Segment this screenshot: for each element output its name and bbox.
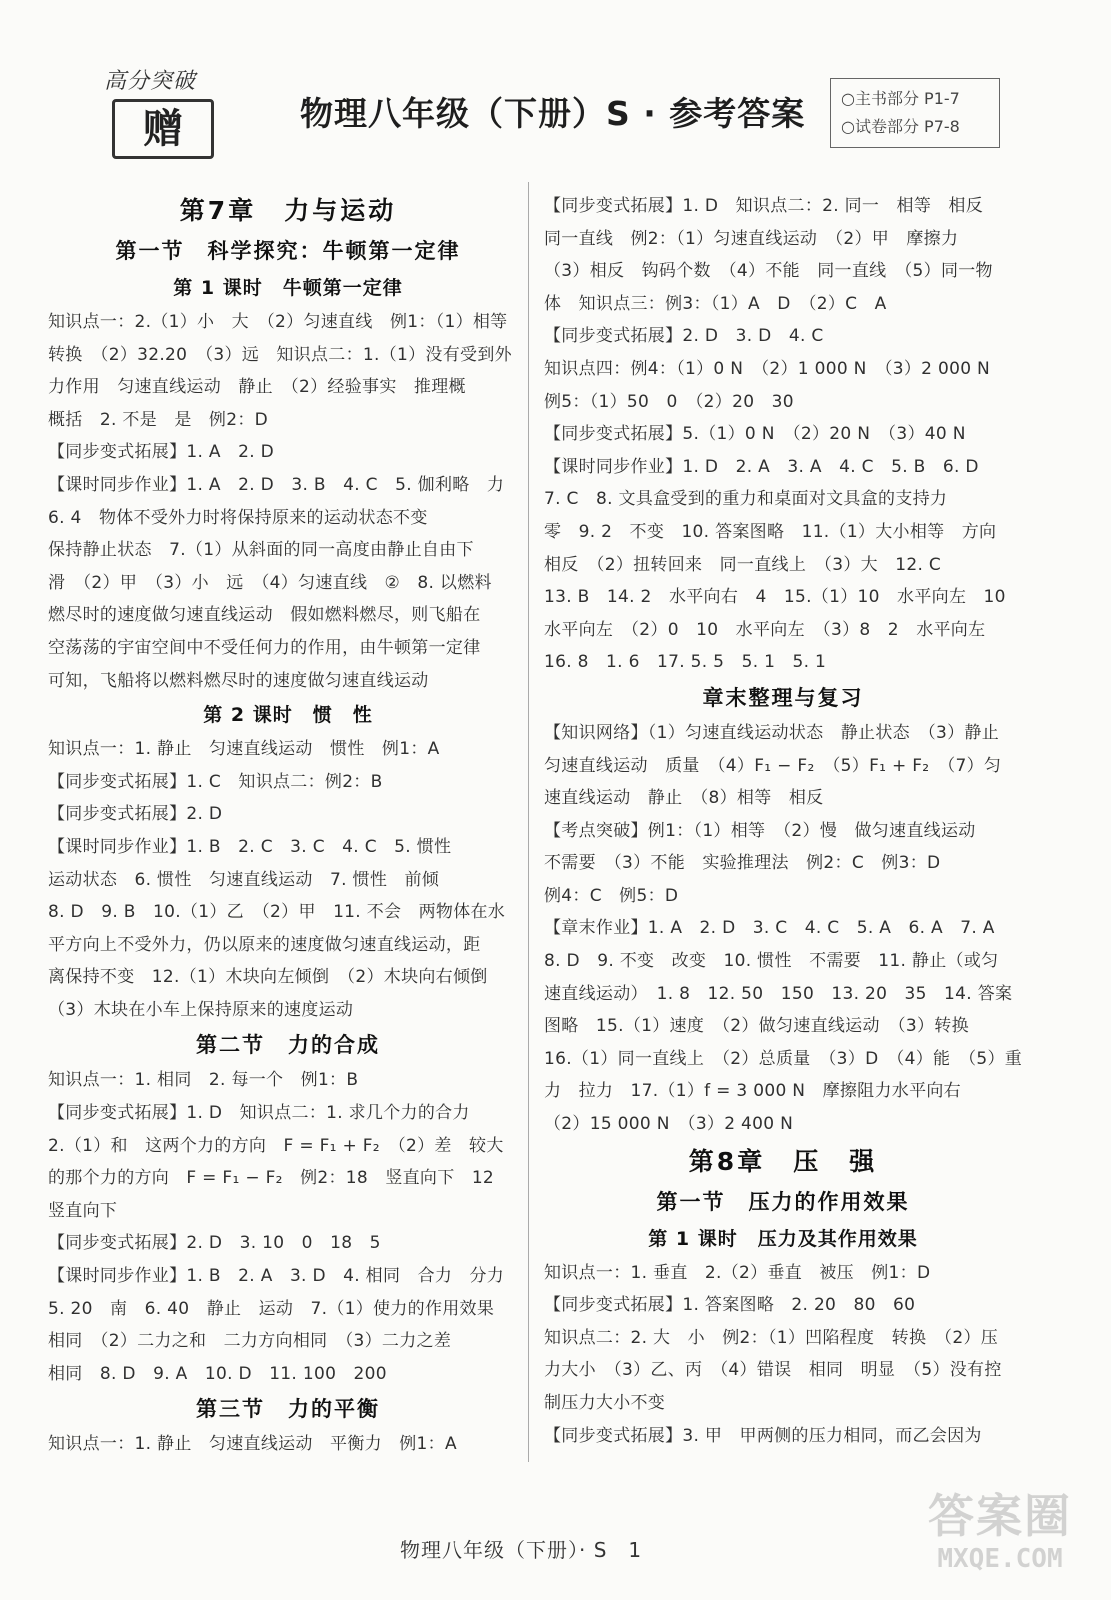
answer-line: （3）相反 钩码个数 （4）不能 同一直线 （5）同一物 — [544, 261, 993, 282]
answer-line: 【同步变式拓展】1. D 知识点二：2. 同一 相等 相反 — [544, 196, 984, 216]
answer-line: 运动状态 6. 惯性 匀速直线运动 7. 惯性 前倾 — [48, 869, 440, 890]
section-heading: 第8章 压 强 — [688, 1146, 878, 1176]
answer-line: 不需要 （3）不能 实验推理法 例2：C 例3：D — [544, 853, 941, 874]
answer-line: 【同步变式拓展】1. C 知识点二：例2：B — [48, 771, 383, 792]
answer-line: 同一直线 例2：（1）匀速直线运动 （2）甲 摩擦力 — [544, 228, 959, 249]
answer-line: 2.（1）和 这两个力的方向 F = F₁ + F₂ （2）差 较大 — [48, 1135, 504, 1156]
answer-line: 【同步变式拓展】3. 甲 甲两侧的压力相同，而乙会因为 — [544, 1425, 982, 1446]
answer-line: 7. C 8. 文具盒受到的重力和桌面对文具盒的支持力 — [544, 489, 948, 510]
answer-line: 制压力大小不变 — [544, 1393, 666, 1413]
answer-line: 速直线运动） 1. 8 12. 50 150 13. 20 35 14. 答案 — [544, 983, 1013, 1004]
answer-line: （3）木块在小车上保持原来的速度运动 — [48, 999, 354, 1020]
answer-line: 【课时同步作业】1. B 2. C 3. C 4. C 5. 惯性 — [48, 836, 452, 857]
site-watermark — [910, 1488, 1090, 1588]
answer-line: 体 知识点三：例3：（1）A D （2）C A — [544, 293, 887, 314]
watermark-logo: 答案圈 — [928, 1489, 1072, 1543]
answer-line: 力 拉力 17.（1）f = 3 000 N 摩擦阻力水平向右 — [544, 1081, 961, 1102]
answer-line: 13. B 14. 2 水平向右 4 15.（1）10 水平向左 10 — [544, 587, 1006, 608]
answer-line: 【同步变式拓展】2. D 3. 10 0 18 5 — [48, 1233, 381, 1254]
section-heading: 第 1 课时 牛顿第一定律 — [173, 277, 403, 299]
answer-line: 【知识网络】（1）匀速直线运动状态 静止状态 （3）静止 — [544, 722, 1000, 743]
answer-line: 【章末作业】1. A 2. D 3. C 4. C 5. A 6. A 7. A — [544, 918, 995, 939]
answer-line: 图略 15.（1）速度 （2）做匀速直线运动 （3）转换 — [544, 1016, 969, 1037]
answer-line: 相反 （2）扭转回来 同一直线上 （3）大 12. C — [544, 554, 942, 575]
section-heading: 第一节 压力的作用效果 — [656, 1189, 910, 1214]
answer-line: 例4：C 例5：D — [544, 885, 679, 906]
answer-line: 相同 （2）二力之和 二力方向相同 （3）二力之差 — [48, 1331, 452, 1352]
answer-line: 的那个力的方向 F = F₁ − F₂ 例2：18 竖直向下 12 — [48, 1168, 495, 1189]
section-heading: 章末整理与复习 — [702, 685, 864, 710]
answer-line: 16.（1）同一直线上 （2）总质量 （3）D （4）能 （5）重 — [544, 1048, 1022, 1069]
answer-line: 【课时同步作业】1. A 2. D 3. B 4. C 5. 伽利略 力 — [48, 474, 505, 495]
answer-line: 【同步变式拓展】5.（1）0 N （2）20 N （3）40 N — [544, 424, 966, 445]
answer-line: 8. D 9. 不变 改变 10. 惯性 不需要 11. 静止（或匀 — [544, 951, 999, 972]
answer-line: 【考点突破】例1：（1）相等 （2）慢 做匀速直线运动 — [544, 820, 976, 841]
section-heading: 第 2 课时 惯 性 — [203, 704, 373, 727]
section-heading: 第一节 科学探究：牛顿第一定律 — [115, 239, 461, 263]
section-heading: 第三节 力的平衡 — [196, 1397, 380, 1422]
answer-line: 知识点一：1. 静止 匀速直线运动 平衡力 例1：A — [48, 1434, 457, 1455]
answer-line: 相同 8. D 9. A 10. D 11. 100 200 — [48, 1363, 387, 1384]
left-answer-column — [48, 190, 528, 1461]
answer-line: 知识点一：2.（1）小 大 （2）匀速直线 例1：（1）相等 — [48, 312, 508, 332]
answer-line: 6. 4 物体不受外力时将保持原来的运动状态不变 — [48, 507, 428, 528]
answer-line: 空荡荡的宇宙空间中不受任何力的作用，由牛顿第一定律 — [48, 637, 481, 658]
section-heading: 第7章 力与运动 — [179, 196, 397, 225]
answer-line: 竖直向下 — [48, 1200, 118, 1221]
answer-line: （2）15 000 N （3）2 400 N — [544, 1114, 794, 1135]
answer-line: 知识点四：例4：（1）0 N （2）1 000 N （3）2 000 N — [544, 358, 991, 379]
watermark-url: MXQE.COM — [937, 1544, 1063, 1574]
answer-line: 速直线运动 静止 （8）相等 相反 — [544, 788, 824, 809]
answer-line: 【课时同步作业】1. D 2. A 3. A 4. C 5. B 6. D — [544, 456, 979, 477]
answer-line: 知识点一：1. 相同 2. 每一个 例1：B — [48, 1070, 359, 1091]
answer-line: 滑 （2）甲 （3）小 远 （4）匀速直线 ② 8. 以燃料 — [48, 572, 492, 593]
answer-line: 【同步变式拓展】2. D — [48, 804, 223, 825]
answer-line: 燃尽时的速度做匀速直线运动 假如燃料燃尽，则飞船在 — [48, 605, 481, 626]
page-title: 物理八年级（下册）S · 参考答案 — [300, 94, 806, 133]
answer-line: 【同步变式拓展】1. A 2. D — [48, 442, 275, 463]
answer-line: 16. 8 1. 6 17. 5. 5 5. 1 5. 1 — [544, 652, 827, 673]
answer-line: 5. 20 南 6. 40 静止 运动 7.（1）使力的作用效果 — [48, 1298, 495, 1319]
logo-badge: 赠 — [112, 99, 214, 159]
answer-line: 匀速直线运动 质量 （4）F₁ − F₂ （5）F₁ + F₂ （7）匀 — [544, 755, 1002, 776]
answer-line: 力作用 匀速直线运动 静止 （2）经验事实 推理概 — [48, 377, 466, 398]
answer-line: 零 9. 2 不变 10. 答案图略 11.（1）大小相等 方向 — [544, 521, 997, 542]
logo-text: 高分突破 — [104, 69, 197, 94]
answer-line: 【课时同步作业】1. B 2. A 3. D 4. 相同 合力 分力 — [48, 1266, 505, 1287]
right-answer-column — [544, 190, 1022, 1452]
answer-line: 概括 2. 不是 是 例2：D — [48, 409, 269, 430]
answer-line: 8. D 9. B 10.（1）乙 （2）甲 11. 不会 两物体在水 — [48, 902, 506, 923]
column-divider — [528, 182, 529, 1462]
answer-line: 知识点二：2. 大 小 例2：（1）凹陷程度 转换 （2）压 — [544, 1327, 999, 1348]
answer-line: 【同步变式拓展】1. 答案图略 2. 20 80 60 — [544, 1295, 916, 1316]
answer-line: 可知，飞船将以燃料燃尽时的速度做匀速直线运动 — [48, 670, 429, 691]
ref-item-main-book: ○主书部分 P1-7 — [841, 89, 960, 108]
answer-line: 力大小 （3）乙、丙 （4）错误 相同 明显 （5）没有控 — [544, 1360, 1002, 1381]
answer-line: 知识点一：1. 垂直 2.（2）垂直 被压 例1：D — [544, 1262, 931, 1283]
answer-line: 水平向左 （2）0 10 水平向左 （3）8 2 水平向左 — [544, 619, 986, 640]
answer-line: 平方向上不受外力，仍以原来的速度做匀速直线运动，距 — [48, 934, 481, 955]
answer-line: 【同步变式拓展】1. D 知识点二：1. 求几个力的合力 — [48, 1103, 470, 1124]
brand-logo — [104, 64, 222, 160]
answer-line: 保持静止状态 7.（1）从斜面的同一高度由静止自由下 — [48, 540, 474, 561]
answer-line: 例5：（1）50 0 （2）20 30 — [544, 391, 794, 412]
page-footer: 物理八年级（下册）· S 1 — [400, 1538, 643, 1562]
answer-line: 离保持不变 12.（1）木块向左倾倒 （2）木块向右倾倒 — [48, 967, 488, 988]
ref-item-test-paper: ○试卷部分 P7-8 — [841, 117, 960, 136]
answer-line: 转换 （2）32.20 （3）远 知识点二：1.（1）没有受到外 — [48, 344, 512, 365]
page-reference-box — [830, 78, 1000, 148]
answer-line: 知识点一：1. 静止 匀速直线运动 惯性 例1：A — [48, 739, 440, 760]
answer-line: 【同步变式拓展】2. D 3. D 4. C — [544, 326, 824, 347]
section-heading: 第 1 课时 压力及其作用效果 — [648, 1227, 918, 1250]
section-heading: 第二节 力的合成 — [196, 1033, 380, 1058]
